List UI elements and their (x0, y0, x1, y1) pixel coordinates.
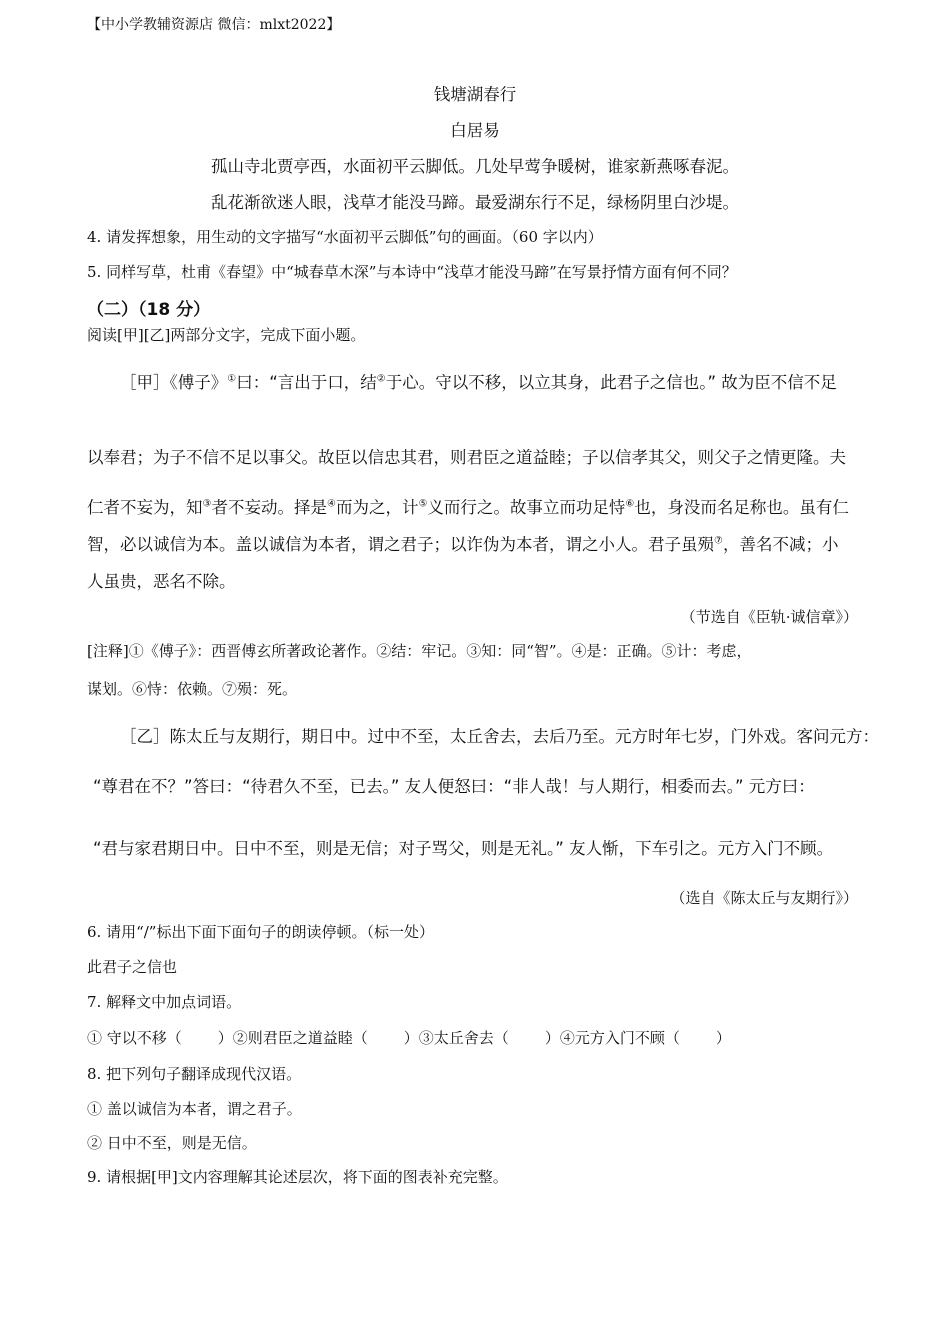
footnote-mark: ⑦ (714, 535, 723, 547)
text-run: 陈太丘与友期行，期日中。过中不至，太丘舍去，去后乃至。元方时年七岁，门外戏。客问元方： (169, 727, 879, 746)
text-run: 义而行之。故事立而功足恃 (427, 498, 626, 517)
poem-line-1: 孤山寺北贾亭西，水面初平云脚低。几处早莺争暖树，谁家新燕啄春泥。 (211, 157, 739, 176)
yi-source: （选自《陈太丘与友期行》） (670, 889, 858, 907)
footnote-mark: ② (376, 373, 386, 385)
jia-label: ［甲］ (120, 373, 170, 392)
question-8-item-1: ① 盖以诚信为本者，谓之君子。 (87, 1100, 302, 1118)
jia-paragraph-line-5: 人虽贵，恶名不除。 (87, 572, 236, 591)
question-8: 8. 把下列句子翻译成现代汉语。 (87, 1065, 302, 1083)
jia-notes-line-2: 谋划。⑥恃：依赖。⑦殒：死。 (87, 680, 298, 698)
question-9: 9. 请根据[甲]文内容理解其论述层次，将下面的图表补充完整。 (87, 1168, 508, 1186)
text-run: 而为之，计 (335, 498, 419, 517)
question-6-sentence: 此君子之信也 (87, 958, 178, 976)
jia-paragraph-line-3 (87, 494, 849, 518)
text-run: ）②则君臣之道益睦（ (217, 1029, 368, 1047)
footnote-mark: ③ (202, 498, 212, 510)
question-6: 6. 请用“/”标出下面下面句子的朗读停顿。（标一处） (87, 923, 434, 941)
footnote-mark: ④ (326, 498, 336, 510)
jia-paragraph-line-1 (120, 369, 837, 393)
text-run: 《傅子》 (169, 373, 228, 392)
text-run: ） (715, 1029, 731, 1047)
reading-intro: 阅读[甲][乙]两部分文字，完成下面小题。 (87, 326, 366, 344)
poem-title: 钱塘湖春行 (433, 85, 517, 104)
text-run: ，善名不减；小 (722, 535, 839, 554)
poem-author: 白居易 (450, 121, 500, 140)
jia-source: （节选自《臣轨·诚信章》） (680, 608, 858, 626)
question-5: 5. 同样写草，杜甫《春望》中“城春草木深”与本诗中“浅草才能没马蹄”在写景抒情方面有何不同？ (87, 263, 737, 281)
text-run: ）③太丘舍去（ (403, 1029, 509, 1047)
jia-paragraph-line-4 (87, 531, 838, 555)
text-run: ① 守以不移（ (87, 1029, 182, 1047)
footnote-mark: ⑥ (625, 498, 635, 510)
question-7-items (87, 1027, 731, 1048)
text-run: 者不妄动。择是 (211, 498, 327, 517)
poem-line-2: 乱花渐欲迷人眼，浅草才能没马蹄。最爱湖东行不足，绿杨阴里白沙堤。 (211, 193, 739, 212)
text-run: 也，身没而名足称也。虽有仁 (634, 498, 849, 517)
page-header: 【中小学教辅资源店 微信：mlxt2022】 (87, 17, 341, 33)
text-run: ）④元方入门不顾（ (544, 1029, 680, 1047)
yi-paragraph-line-3: “君与家君期日中。日中不至，则是无信；对子骂父，则是无礼。” 友人惭，下车引之。元方入门不顾。 (93, 839, 834, 858)
yi-paragraph-line-1 (120, 723, 879, 747)
yi-label: ［乙］ (120, 727, 170, 746)
question-4: 4. 请发挥想象，用生动的文字描写“水面初平云脚低”句的画面。（60 字以内） (87, 228, 603, 246)
yi-paragraph-line-2: “尊君在不？”答曰：“待君久不至，已去。” 友人便怒曰：“非人哉！与人期行，相委而去。” 元方曰： (93, 777, 815, 796)
footnote-mark: ⑤ (418, 498, 428, 510)
jia-notes-line-1: [注释]①《傅子》：西晋傅玄所著政论著作。②结：牢记。③知：同“智”。④是：正确。⑤计：考虑， (87, 642, 752, 660)
text-run: 仁者不妄为，知 (87, 498, 203, 517)
text-run: 于心。守以不移，以立其身，此君子之信也。” 故为臣不信不足 (385, 373, 837, 392)
text-run: 智，必以诚信为本。盖以诚信为本者，谓之君子；以诈伪为本者，谓之小人。君子虽殒 (87, 535, 714, 554)
question-8-item-2: ② 日中不至，则是无信。 (87, 1134, 257, 1152)
footnote-mark: ① (227, 373, 237, 385)
text-run: 曰：“言出于口，结 (236, 373, 377, 392)
question-7: 7. 解释文中加点词语。 (87, 993, 242, 1011)
jia-paragraph-line-2: 以奉君；为子不信不足以事父。故臣以信忠其君，则君臣之道益睦；子以信孝其父，则父子之情更隆。夫 (87, 448, 846, 467)
section-heading: （二）（18 分） (87, 300, 211, 320)
